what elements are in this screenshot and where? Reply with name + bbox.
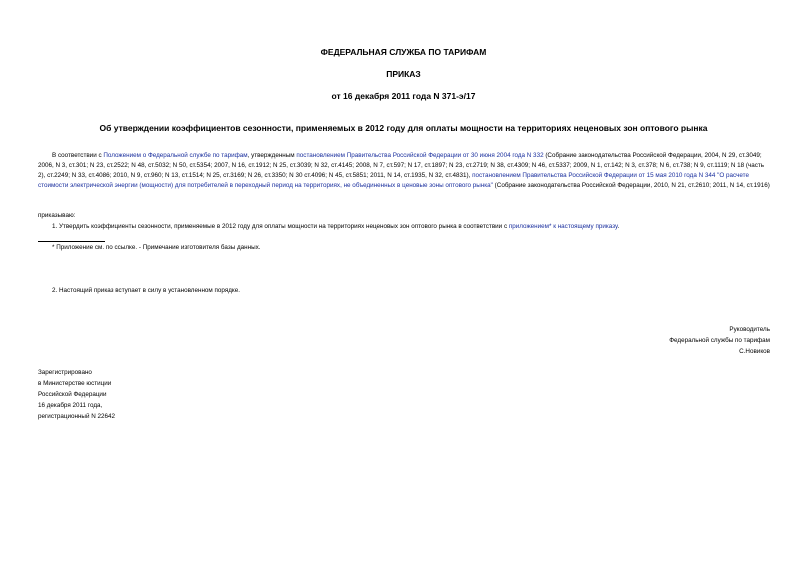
agency-heading: ФЕДЕРАЛЬНАЯ СЛУЖБА ПО ТАРИФАМ <box>320 47 487 57</box>
footnote-divider <box>38 241 105 242</box>
preamble-paragraph <box>38 151 770 191</box>
registration-line-2: в Министерстве юстиции <box>38 380 112 387</box>
signature-position: Руководитель <box>729 326 770 333</box>
preamble-text-3: (Собрание законодательства Российской Федерации, 2004, N 29, ст.3049; 2006, N 3, ст.301; N 23, ст.2522; N 48, ст.5032; N 50, ст.5354; 2007, N 16, ст.1912; N 25, ст.3039; N 32, ст.4145; 2008, N 7, ст.597; N 17, ст.1897; N 23, ст.2719; N 38, ст.4309; N 46, ст.5337; 2009, N 1, ст.142; N 3, ст.378; N 6, ст.738; N 9, ст.1119; N 18 (часть 2), ст.2249; N 33, ст.4086; 2010, N 9, ст.960; N 13, ст.1514; N 25, ст.3169; N 26, ст.3350; N 30 ст.4096; N 45, ст.5851; 2011, N 14, ст.1935, N 32, ст.4831), <box>38 152 765 179</box>
signature-block <box>669 324 770 357</box>
doc-type-heading: ПРИКАЗ <box>386 69 421 79</box>
registration-line-1: Зарегистрировано <box>38 369 92 376</box>
registration-line-3: Российской Федерации <box>38 391 107 398</box>
signature-name: С.Новиков <box>739 348 770 355</box>
footnote <box>38 243 770 253</box>
link-fts-regulation[interactable]: Положением о Федеральной службе по тарифам <box>103 152 248 159</box>
preamble-text-4: (Собрание законодательства Российской Федерации, 2010, N 21, ст.2610; 2011, N 14, ст.1916) <box>492 182 770 189</box>
link-appendix[interactable]: приложением* к настоящему приказу <box>508 223 618 230</box>
date-number-heading: от 16 декабря 2011 года N 371-э/17 <box>331 91 476 101</box>
preamble-text-2: , утвержденным <box>247 152 297 159</box>
item-1-text: 1. Утвердить коэффициенты сезонности, применяемые в 2012 году для оплаты мощности на территориях неценовых зон оптового рынка в соответствии с <box>52 223 509 230</box>
order-word: приказываю: <box>38 212 76 219</box>
item-1-end: . <box>617 223 620 230</box>
item-1 <box>38 222 770 232</box>
registration-line-4: 16 декабря 2011 года, <box>38 402 103 409</box>
item-2-text: 2. Настоящий приказ вступает в силу в установленном порядке. <box>52 287 241 294</box>
link-decree-332[interactable]: постановлением Правительства Российской Федерации от 30 июня 2004 года N 332 <box>296 152 544 159</box>
registration-block <box>38 367 115 422</box>
preamble-text-1: В соответствии с <box>52 152 104 159</box>
item-2 <box>38 286 770 296</box>
link-decree-344[interactable]: постановлением Правительства Российской Федерации от 15 мая 2010 года N 344 "О расчете стоимости электрической энергии (мощности) для потребителей в переходный период на территориях, не объединенных в ценовые зоны оптового рынка" <box>38 172 750 189</box>
footnote-text: * Приложение см. по ссылке. - Примечание изготовителя базы данных. <box>52 244 261 251</box>
document-title: Об утверждении коэффициентов сезонности, применяемых в 2012 году для оплаты мощности на территориях неценовых зон оптового рынка <box>99 123 708 133</box>
signature-organization: Федеральной службы по тарифам <box>669 337 770 344</box>
registration-line-5: регистрационный N 22642 <box>38 413 116 420</box>
